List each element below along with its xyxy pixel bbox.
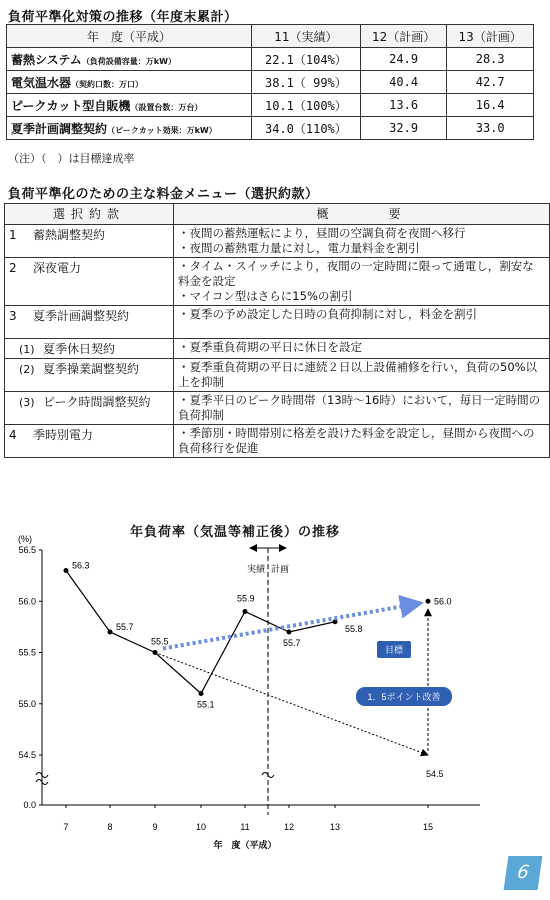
table-cell: 38.1（ 99%）	[252, 71, 361, 94]
contract-desc	[174, 258, 550, 306]
x-tick-label: 7	[63, 822, 69, 832]
contract-no: 4	[9, 428, 17, 442]
table-row	[7, 117, 534, 140]
row-label-text: 蓄熱システム	[11, 52, 82, 67]
table-note: （注）（ ）は目標達成率	[8, 152, 135, 165]
target-box-label: 目標	[384, 645, 404, 655]
contract-no: (2)	[19, 363, 35, 376]
x-tick-label: 15	[422, 822, 434, 832]
table-row	[5, 392, 550, 425]
y-tick-label: 0.0	[23, 800, 36, 810]
contract-no: (1)	[19, 343, 35, 356]
table-cell: 33.0	[447, 117, 534, 140]
row-unit: （契約口数：万口）	[71, 79, 144, 89]
contract-desc: ・季節別・時間帯別に格差を設けた料金を設定し，昼間から夜間への負荷移行を促進	[174, 425, 550, 458]
table-row	[7, 48, 534, 71]
header-summary: 概 要	[174, 204, 550, 225]
table-cell: 34.0（110%）	[252, 117, 361, 140]
contract-name	[5, 392, 174, 425]
desc-line: ・夜間の蓄熱電力量に対し，電力量料金を割引	[178, 241, 420, 255]
table-row	[5, 359, 550, 392]
contract-label: 季時別電力	[33, 428, 94, 442]
contract-label: ピーク時間調整契約	[43, 395, 151, 409]
header-year: 年 度（平成）	[7, 25, 252, 48]
x-tick-label: 10	[195, 822, 207, 832]
x-tick-label: 12	[283, 822, 295, 832]
section1-title: 負荷平準化対策の推移（年度末累計）	[8, 10, 238, 25]
data-point	[199, 691, 204, 696]
contract-no: 3	[9, 309, 17, 323]
x-tick-label: 9	[152, 822, 158, 832]
data-point	[243, 609, 248, 614]
x-axis-label: 年 度（平成）	[213, 840, 277, 850]
x-tick-label: 11	[240, 822, 250, 832]
tariff-menu-table	[4, 203, 550, 458]
contract-name	[5, 306, 174, 339]
desc-line: ・マイコン型はさらに15%の割引	[178, 289, 353, 303]
load-factor-chart	[0, 510, 550, 850]
desc-line: ・夏季の予め設定した日時の負荷抑制に対し，料金を割引	[178, 307, 477, 321]
target-label: 56.0	[434, 596, 452, 607]
load-leveling-table	[6, 24, 534, 140]
x-tick-label: 13	[329, 822, 341, 832]
contract-label: 蓄熱調整契約	[33, 228, 106, 242]
y-tick-label: 55.0	[18, 698, 36, 709]
row-label	[7, 48, 252, 71]
desc-line: ・タイム・スイッチにより，夜間の一定時間に限って通電し，割安な料金を設定	[178, 259, 534, 288]
table-row	[7, 71, 534, 94]
contract-label: 深夜電力	[33, 261, 82, 275]
page-number: 6	[504, 856, 543, 890]
data-label: 55.9	[237, 593, 255, 604]
table-row	[5, 339, 550, 359]
header-col: 13（計画）	[447, 25, 534, 48]
contract-name	[5, 225, 174, 258]
data-label: 55.1	[197, 699, 215, 710]
table-cell: 24.9	[360, 48, 447, 71]
contract-desc: ・夏季平日のピーク時間帯（13時〜16時）において，毎日一定時間の負荷抑制	[174, 392, 550, 425]
contract-no: (3)	[19, 396, 35, 409]
header-col: 12（計画）	[360, 25, 447, 48]
row-unit: （負荷設備容量：万kW）	[81, 56, 176, 66]
trend-label: 54.5	[426, 769, 444, 779]
chart-title: 年負荷率（気温等補正後）の推移	[130, 525, 341, 540]
row-unit: （ピークカット効果：万kW）	[107, 125, 217, 135]
table-row	[5, 425, 550, 458]
table-row	[5, 258, 550, 306]
y-tick-label: 56.5	[18, 545, 36, 555]
table-cell: 40.4	[360, 71, 447, 94]
data-label: 55.7	[116, 622, 134, 632]
data-label: 55.8	[345, 623, 363, 634]
y-tick-label: 56.0	[18, 596, 36, 607]
header-col: 11（実績）	[252, 25, 361, 48]
contract-desc	[174, 225, 550, 258]
table-cell: 22.1（104%）	[252, 48, 361, 71]
improvement-box-label: 1．5ポイント改善	[367, 692, 441, 702]
row-label	[7, 117, 252, 140]
target-point	[426, 599, 431, 604]
data-point	[64, 568, 69, 573]
contract-no: 1	[9, 228, 17, 242]
contract-label: 夏季計画調整契約	[33, 309, 130, 323]
data-label: 55.7	[283, 638, 301, 648]
desc-line: ・夏季重負荷期の平日に休日を設定	[178, 340, 362, 354]
contract-desc: ・夏季重負荷期の平日に連続２日以上設備補修を行い，負荷の50%以上を抑制	[174, 359, 550, 392]
table-cell: 32.9	[360, 117, 447, 140]
contract-no: 2	[9, 261, 17, 275]
contract-desc	[174, 306, 550, 339]
contract-label: 夏季休日契約	[43, 342, 116, 356]
contract-label: 夏季操業調整契約	[43, 362, 140, 376]
row-label	[7, 71, 252, 94]
contract-name	[5, 359, 174, 392]
table-header-row	[5, 204, 550, 225]
y-axis-unit: (%)	[18, 534, 32, 544]
row-unit: （設置台数：万台）	[130, 102, 203, 112]
row-label	[7, 94, 252, 117]
contract-name	[5, 425, 174, 458]
actual-label: 実績	[246, 564, 265, 574]
table-cell: 42.7	[447, 71, 534, 94]
data-point	[287, 630, 292, 635]
table-cell: 10.1（100%）	[252, 94, 361, 117]
x-tick-label: 8	[107, 822, 113, 832]
contract-name	[5, 339, 174, 359]
table-cell: 13.6	[360, 94, 447, 117]
data-label: 55.5	[151, 636, 169, 647]
table-cell: 16.4	[447, 94, 534, 117]
table-header-row	[7, 25, 534, 48]
y-tick-label: 54.5	[18, 750, 36, 760]
table-cell: 28.3	[447, 48, 534, 71]
table-row	[5, 225, 550, 258]
contract-desc	[174, 339, 550, 359]
row-label-text: ピークカット型自販機	[11, 98, 131, 113]
data-label: 56.3	[72, 560, 90, 571]
section2-title: 負荷平準化のための主な料金メニュー（選択約款）	[8, 187, 319, 202]
row-label-text: 電気温水器	[11, 75, 72, 90]
data-point	[108, 630, 113, 635]
y-tick-label: 55.5	[18, 647, 36, 658]
chart-marks	[64, 561, 453, 780]
desc-line: ・夜間の蓄熱運転により，昼間の空調負荷を夜間へ移行	[178, 226, 466, 240]
contract-name	[5, 258, 174, 306]
row-label-text: 夏季計画調整契約	[11, 121, 108, 136]
header-contract: 選択約款	[5, 204, 174, 225]
table-row	[7, 94, 534, 117]
plan-label: 計画	[271, 564, 290, 574]
table-row	[5, 306, 550, 339]
series-line	[66, 571, 335, 694]
